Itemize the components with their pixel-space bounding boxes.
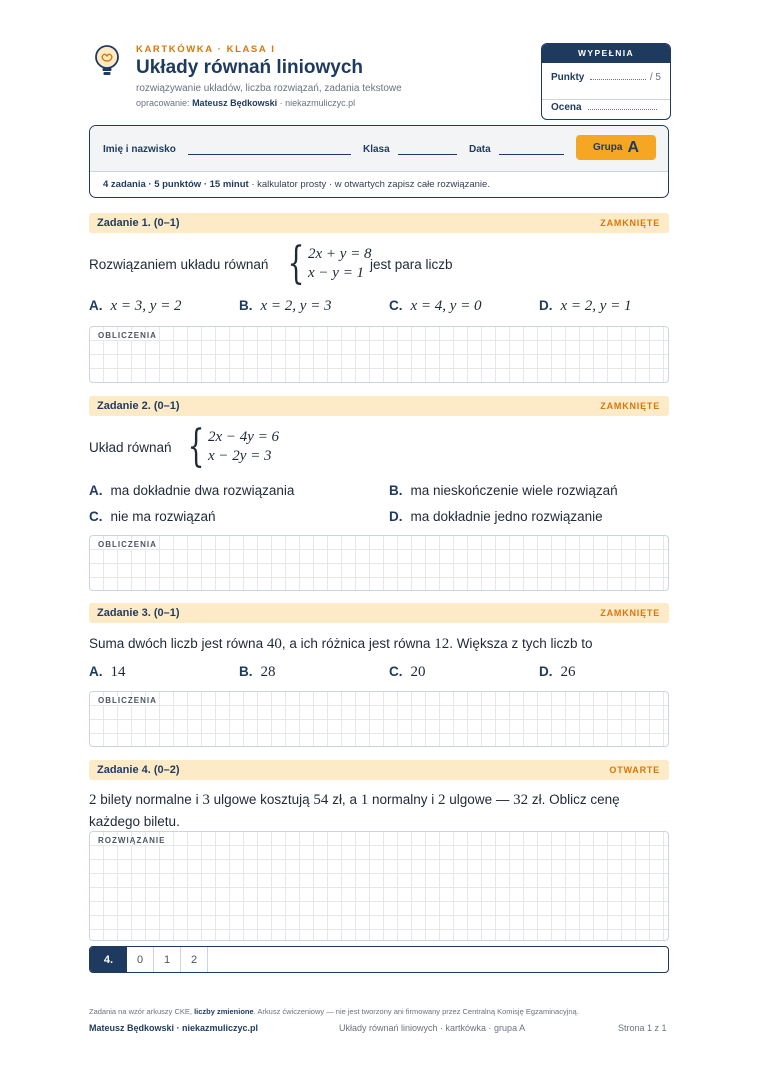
option-letter: C. bbox=[389, 664, 403, 679]
group-label: Grupa bbox=[592, 142, 623, 153]
task-4-text: zł, a bbox=[332, 792, 357, 807]
footer-page-number: Strona 1 z 1 bbox=[618, 1023, 667, 1033]
task-4-number: 3 bbox=[202, 792, 210, 808]
test-info bbox=[90, 171, 668, 197]
class-input-line[interactable] bbox=[398, 154, 457, 155]
name-input-line[interactable] bbox=[188, 154, 351, 155]
option-text: nie ma rozwiązań bbox=[110, 509, 216, 524]
task-4-text: normalny i bbox=[371, 792, 435, 807]
group-badge bbox=[576, 135, 656, 160]
score-task-number: 4. bbox=[90, 947, 127, 972]
option-text: ma nieskończenie wiele rozwiązań bbox=[410, 483, 618, 498]
task-3-title: Zadanie 3. (0–1) bbox=[97, 607, 180, 619]
teacher-divider bbox=[542, 99, 670, 100]
task-2-system bbox=[182, 421, 280, 472]
task-2-option-c[interactable] bbox=[89, 509, 216, 524]
option-text: 20 bbox=[410, 664, 426, 680]
author-line bbox=[136, 98, 355, 108]
date-label: Data bbox=[469, 144, 491, 155]
grade-label: Ocena bbox=[551, 102, 582, 113]
date-input-line[interactable] bbox=[499, 154, 564, 155]
header-kicker: KARTKÓWKA · KLASA I bbox=[136, 44, 276, 55]
task-4-text: ulgowe kosztują bbox=[213, 792, 310, 807]
task-3-prompt-b: , a ich różnica jest równa bbox=[281, 636, 431, 651]
solution-area-label: ROZWIĄZANIE bbox=[98, 836, 166, 845]
task-4-number: 1 bbox=[360, 792, 369, 808]
score-cell-0[interactable]: 0 bbox=[127, 947, 154, 972]
task-2-eq2: x − 2y = 3 bbox=[208, 448, 272, 464]
footer-note-bold: liczby zmienione bbox=[194, 1007, 254, 1016]
task-1-header bbox=[89, 213, 669, 233]
option-text: 28 bbox=[260, 664, 276, 680]
task-2-option-a[interactable] bbox=[89, 483, 294, 498]
task-2-title: Zadanie 2. (0–1) bbox=[97, 400, 180, 412]
task-2-calc-area[interactable] bbox=[89, 535, 669, 591]
option-letter: C. bbox=[89, 509, 103, 524]
option-text: 14 bbox=[110, 664, 126, 680]
task-2-option-d[interactable] bbox=[389, 509, 603, 524]
author-prefix: opracowanie: bbox=[136, 98, 190, 108]
footer-note bbox=[89, 1007, 579, 1016]
task-1-system bbox=[282, 238, 372, 289]
option-letter: C. bbox=[389, 298, 403, 313]
task-1-eq2: x − y = 1 bbox=[308, 265, 365, 281]
calc-area-label: OBLICZENIA bbox=[98, 696, 157, 705]
option-letter: A. bbox=[89, 298, 103, 313]
task-4-prompt bbox=[89, 792, 669, 809]
calc-area-label: OBLICZENIA bbox=[98, 331, 157, 340]
teacher-box bbox=[541, 43, 671, 120]
task-3-prompt-c: . Większa z tych liczb to bbox=[449, 636, 593, 651]
name-label: Imię i nazwisko bbox=[103, 144, 176, 155]
class-label: Klasa bbox=[363, 144, 390, 155]
footer-note-b: . Arkusz ćwiczeniowy — nie jest tworzony ani firmowany przez Centralną Komisję Egzaminacyjną. bbox=[253, 1007, 579, 1016]
option-text: ma dokładnie dwa rozwiązania bbox=[110, 483, 295, 498]
task-1-option-d[interactable] bbox=[539, 298, 632, 315]
task-3-option-a[interactable] bbox=[89, 664, 126, 681]
option-letter: B. bbox=[389, 483, 403, 498]
task-1-calc-area[interactable] bbox=[89, 326, 669, 383]
task-2-option-b[interactable] bbox=[389, 483, 618, 498]
option-letter: A. bbox=[89, 664, 103, 679]
footer-note-a: Zadania na wzór arkuszy CKE, bbox=[89, 1007, 192, 1016]
points-line bbox=[590, 79, 646, 80]
task-4-number: 54 bbox=[313, 792, 329, 808]
task-2-brace: { bbox=[187, 421, 205, 472]
option-letter: A. bbox=[89, 483, 103, 498]
task-3-option-d[interactable] bbox=[539, 664, 576, 681]
task-4-score-row bbox=[89, 946, 669, 973]
points-field[interactable] bbox=[551, 72, 661, 83]
option-text: ma dokładnie jedno rozwiązanie bbox=[410, 509, 603, 524]
page-title: Układy równań liniowych bbox=[136, 57, 363, 78]
footer-author: Mateusz Będkowski · niekazmuliczyc.pl bbox=[89, 1023, 259, 1033]
task-4-prompt-line2: każdego biletu. bbox=[89, 814, 180, 829]
author-name: Mateusz Będkowski bbox=[192, 98, 278, 108]
option-text: 26 bbox=[560, 664, 576, 680]
task-3-number-2: 12 bbox=[434, 636, 450, 652]
task-1-prompt-before: Rozwiązaniem układu równań bbox=[89, 257, 269, 272]
score-cell-2[interactable]: 2 bbox=[181, 947, 208, 972]
task-2-eq1: 2x − 4y = 6 bbox=[208, 429, 280, 445]
task-3-prompt-a: Suma dwóch liczb jest równa bbox=[89, 636, 264, 651]
task-4-solution-area[interactable] bbox=[89, 831, 669, 941]
task-3-number-1: 40 bbox=[266, 636, 282, 652]
option-letter: D. bbox=[389, 509, 403, 524]
option-letter: D. bbox=[539, 298, 553, 313]
option-letter: D. bbox=[539, 664, 553, 679]
option-letter: B. bbox=[239, 298, 253, 313]
task-1-title: Zadanie 1. (0–1) bbox=[97, 217, 180, 229]
task-4-header bbox=[89, 760, 669, 780]
grade-field[interactable] bbox=[551, 102, 661, 113]
student-info-box bbox=[89, 125, 669, 198]
task-4-number: 2 bbox=[89, 792, 97, 808]
task-3-tag: ZAMKNIĘTE bbox=[600, 608, 660, 618]
task-4-number: 2 bbox=[438, 792, 446, 808]
task-4-number: 32 bbox=[513, 792, 529, 808]
task-4-text: bilety normalne i bbox=[100, 792, 199, 807]
option-text: x = 2, y = 1 bbox=[560, 298, 632, 314]
task-1-tag: ZAMKNIĘTE bbox=[600, 218, 660, 228]
teacher-heading: WYPEŁNIA NAUCZYCIEL bbox=[542, 44, 670, 63]
group-letter: A bbox=[627, 138, 639, 156]
task-3-calc-area[interactable] bbox=[89, 691, 669, 747]
task-1-brace: { bbox=[287, 238, 305, 289]
lightbulb-logo-icon bbox=[92, 44, 122, 78]
task-1-option-a[interactable] bbox=[89, 298, 182, 315]
task-2-tag: ZAMKNIĘTE bbox=[600, 401, 660, 411]
task-4-title: Zadanie 4. (0–2) bbox=[97, 764, 180, 776]
task-2-header bbox=[89, 396, 669, 416]
option-text: x = 2, y = 3 bbox=[260, 298, 332, 314]
test-info-bold: 4 zadania · 5 punktów · 15 minut bbox=[103, 179, 249, 190]
task-1-prompt-after: jest para liczb bbox=[370, 257, 453, 272]
task-1-option-b[interactable] bbox=[239, 298, 332, 315]
task-4-text: zł. Oblicz cenę bbox=[531, 792, 620, 807]
option-letter: B. bbox=[239, 664, 253, 679]
calc-area-label: OBLICZENIA bbox=[98, 540, 157, 549]
task-4-text: ulgowe — bbox=[449, 792, 510, 807]
task-3-header bbox=[89, 603, 669, 623]
task-2-prompt: Układ równań bbox=[89, 440, 172, 455]
grade-line bbox=[588, 109, 657, 110]
points-label: Punkty bbox=[551, 72, 585, 83]
task-3-option-c[interactable] bbox=[389, 664, 426, 681]
option-text: x = 3, y = 2 bbox=[110, 298, 182, 314]
test-info-rest: · kalkulator prosty · w otwartych zapisz całe rozwiązanie. bbox=[251, 179, 490, 190]
footer-title: Układy równań liniowych · kartkówka · grupa A bbox=[339, 1023, 526, 1033]
task-1-option-c[interactable] bbox=[389, 298, 482, 315]
option-text: x = 4, y = 0 bbox=[410, 298, 482, 314]
task-1-eq1: 2x + y = 8 bbox=[308, 246, 372, 262]
task-3-prompt bbox=[89, 636, 592, 653]
score-cell-1[interactable]: 1 bbox=[154, 947, 181, 972]
author-suffix: · niekazmuliczyc.pl bbox=[279, 98, 356, 108]
points-max: / 5 bbox=[649, 72, 661, 83]
task-3-option-b[interactable] bbox=[239, 664, 276, 681]
page-subtitle: rozwiązywanie układów, liczba rozwiązań, zadania tekstowe bbox=[136, 83, 402, 94]
task-4-tag: OTWARTE bbox=[609, 765, 660, 775]
student-fields bbox=[90, 126, 668, 171]
